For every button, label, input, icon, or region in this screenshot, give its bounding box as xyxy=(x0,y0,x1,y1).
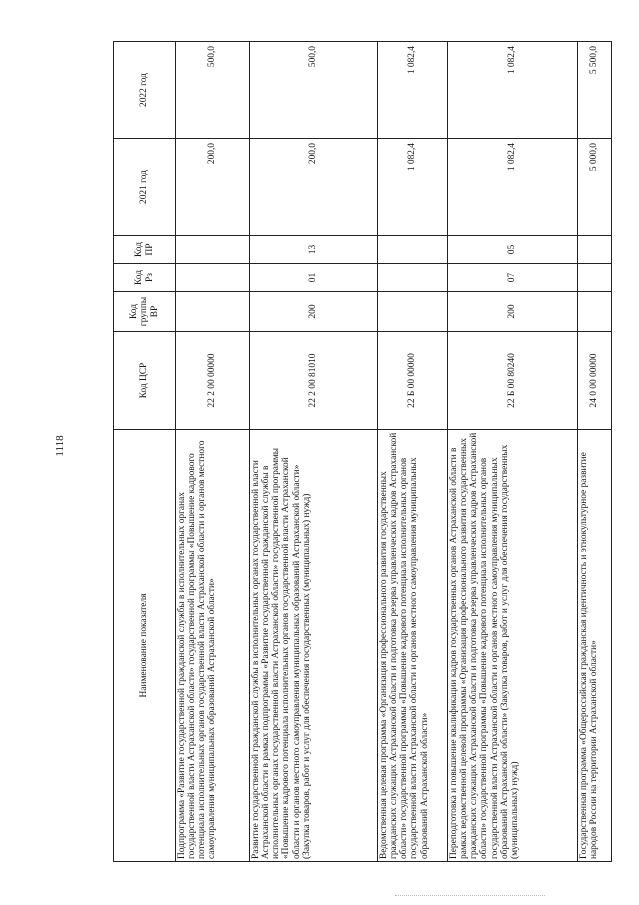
row-rz xyxy=(378,264,448,292)
rotated-table-container xyxy=(113,42,600,862)
row-name: Переподготовка и повышение квалификации кадров государственных органов Астраханской области в рамках ведомственной целевой программы «Организация профессионального развития государственных гражданских служащих Астраханской области и подготовка резерва управленческих кадров Астраханской области» государственной программы «Повышение кадрового потенциала исполнительных органов государственной власти Астраханской области и органов местного самоуправления муниципальных образований Астраханской области» (Закупка товаров, работ и услуг для обеспечения государственных (муниципальных) нужд) xyxy=(448,430,578,862)
header-2021: 2021 год xyxy=(114,139,176,236)
table-row xyxy=(578,42,612,862)
row-vr xyxy=(578,292,612,332)
row-vr: 200 xyxy=(250,292,378,332)
row-2022: 500,0 xyxy=(250,42,378,139)
row-2021: 200,0 xyxy=(250,139,378,236)
row-vr: 200 xyxy=(448,292,578,332)
row-name: Государственная программа «Общероссийская гражданская идентичность и этнокультурное развитие народов России на территории Астраханской области» xyxy=(578,430,612,862)
row-csr: 22 2 00 00000 xyxy=(176,332,250,430)
row-2021: 1 082,4 xyxy=(378,139,448,236)
row-rz: 01 xyxy=(250,264,378,292)
header-rz: Код Рз xyxy=(114,264,176,292)
row-name: Подпрограмма «Развитие государственной гражданской службы в исполнительных органах государственной власти Астраханской области» государственной программы «Повышение кадрового потенциала исполнительных органов государственной власти Астраханской области и органов местного самоуправления муниципальных образований Астраханской области» xyxy=(176,430,250,862)
page-number: 1118 xyxy=(54,435,66,457)
row-rz xyxy=(176,264,250,292)
header-vr: Код группы ВР xyxy=(114,292,176,332)
row-2021: 5 000,0 xyxy=(578,139,612,236)
row-csr: 22 Б 00 80240 xyxy=(448,332,578,430)
row-vr xyxy=(378,292,448,332)
table-row xyxy=(250,42,378,862)
table-header-row xyxy=(114,42,176,862)
budget-table xyxy=(113,41,612,862)
scan-artifact-line xyxy=(395,895,545,896)
row-2022: 500,0 xyxy=(176,42,250,139)
row-pr xyxy=(378,236,448,264)
row-2021: 200,0 xyxy=(176,139,250,236)
row-rz: 07 xyxy=(448,264,578,292)
row-name: Развитие государственной гражданской службы в исполнительных органах государственной власти Астраханской области в рамках подпрограммы «Развитие государственной гражданской службы в исполнительных органах государственной власти Астраханской области» государственной программы «Повышение кадрового потенциала исполнительных органов государственной власти Астраханской области и органов местного самоуправления муниципальных образований Астраханской области» (Закупка товаров, работ и услуг для обеспечения государственных (муниципальных) нужд) xyxy=(250,430,378,862)
row-2022: 1 082,4 xyxy=(378,42,448,139)
header-pr: Код ПР xyxy=(114,236,176,264)
row-rz xyxy=(578,264,612,292)
table-row xyxy=(448,42,578,862)
row-2021: 1 082,4 xyxy=(448,139,578,236)
row-pr xyxy=(176,236,250,264)
header-2022: 2022 год xyxy=(114,42,176,139)
table-row xyxy=(176,42,250,862)
row-csr: 22 2 00 81010 xyxy=(250,332,378,430)
row-pr: 13 xyxy=(250,236,378,264)
header-csr: Код ЦСР xyxy=(114,332,176,430)
row-csr: 24 0 00 00000 xyxy=(578,332,612,430)
row-csr: 22 Б 00 00000 xyxy=(378,332,448,430)
row-2022: 1 082,4 xyxy=(448,42,578,139)
row-pr: 05 xyxy=(448,236,578,264)
table-row xyxy=(378,42,448,862)
header-name: Наименование показателя xyxy=(114,430,176,862)
row-2022: 5 500,0 xyxy=(578,42,612,139)
row-vr xyxy=(176,292,250,332)
row-name: Ведомственная целевая программа «Организация профессионального развития государственных гражданских служащих Астраханской области и подготовка резерва управленческих кадров Астраханской области» государственной программы «Повышение кадрового потенциала исполнительных органов государственной власти Астраханской области и органов местного самоуправления муниципальных образований Астраханской области» xyxy=(378,430,448,862)
row-pr xyxy=(578,236,612,264)
